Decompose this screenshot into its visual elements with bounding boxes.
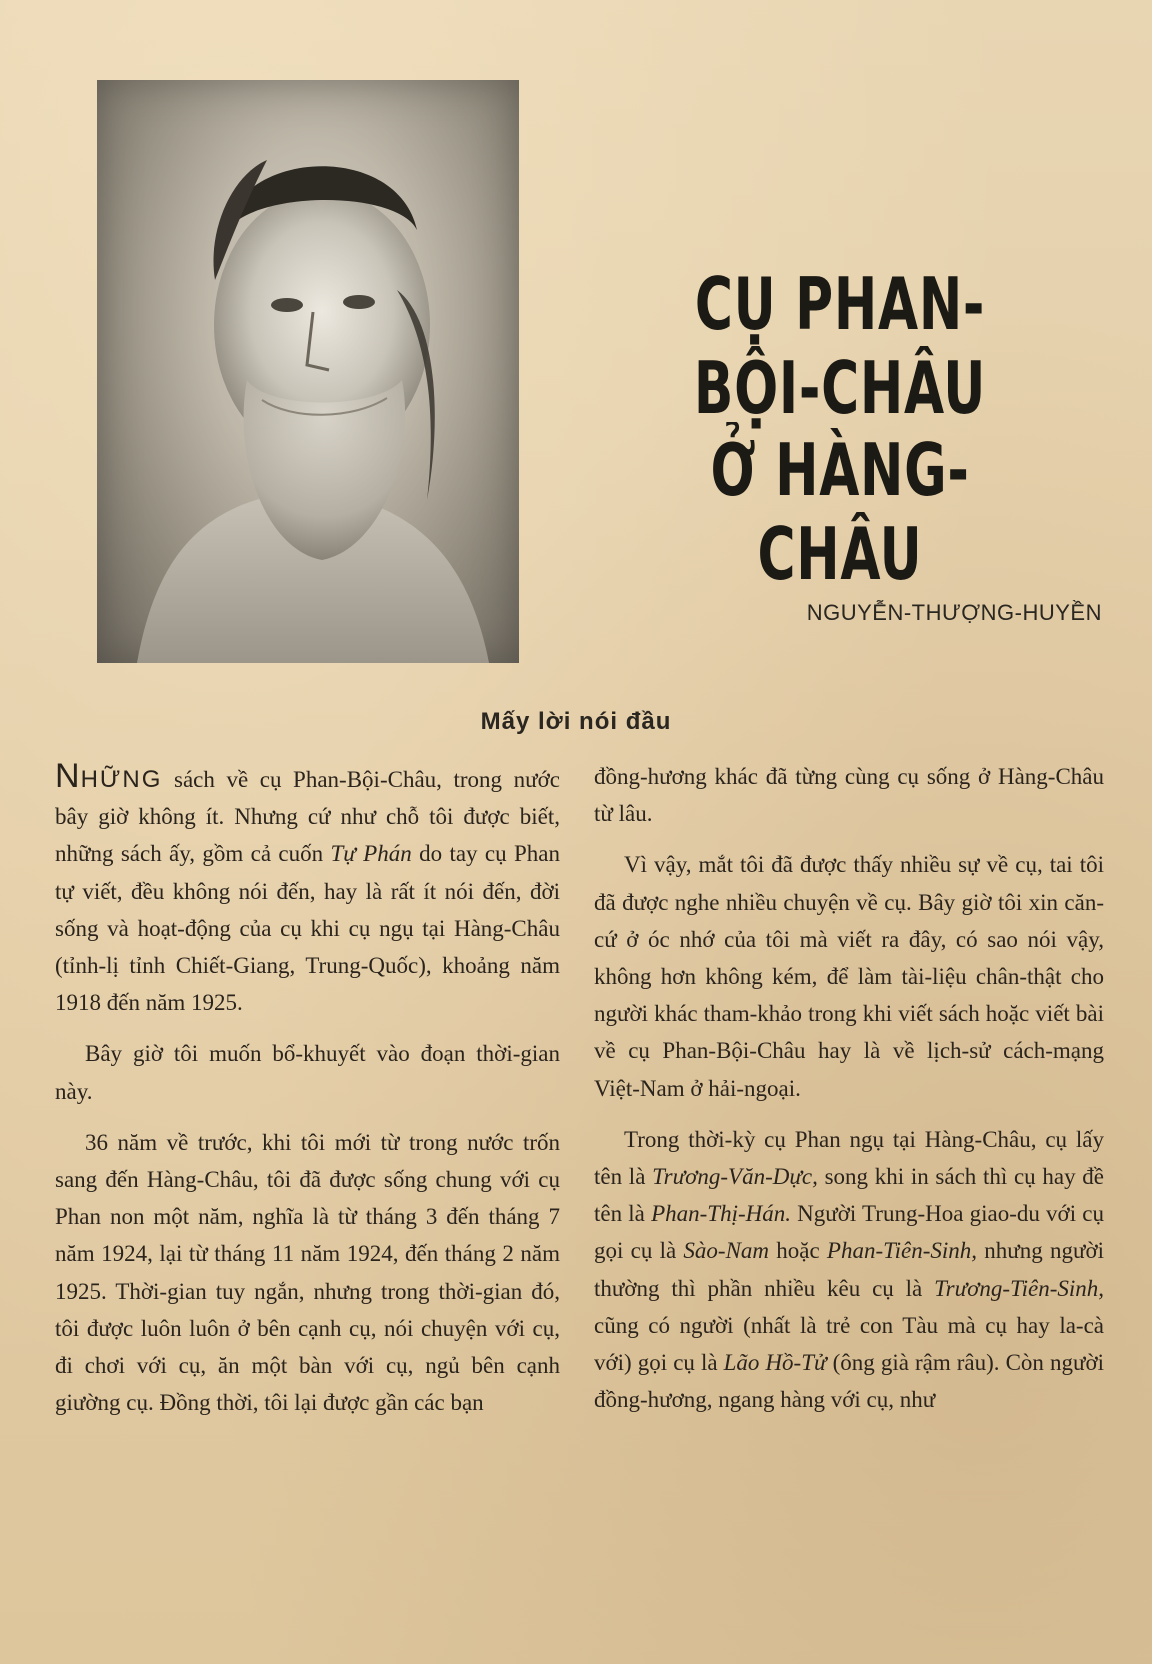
alias-name: Sào-Nam bbox=[683, 1238, 770, 1264]
paragraph bbox=[594, 1121, 1104, 1419]
portrait-photo bbox=[97, 80, 519, 663]
article-title-line-2: Ở HÀNG-CHÂU bbox=[710, 428, 970, 596]
paragraph-text: do tay cụ Phan tự viết, đều không nói đến, hay là rất ít nói đến, đời sống và hoạt-động của cụ khi cụ ngụ tại Hàng-Châu (tỉnh-lị tỉnh Chiết-Giang, Trung-Quốc), khoảng năm 1918 đến năm 1925. bbox=[55, 841, 560, 1016]
article-title-line-1: CỤ PHAN-BỘI-CHÂU bbox=[693, 262, 987, 430]
paragraph-text: sách về cụ Phan-Bội-Châu, trong nước bây giờ không ít. Nhưng cứ như chỗ tôi được biết, những sách ấy, gồm cả cuốn bbox=[55, 767, 560, 867]
paragraph: đồng-hương khác đã từng cùng cụ sống ở Hàng-Châu từ lâu. bbox=[594, 764, 1104, 827]
paragraph-text: cũng có người (nhất là trẻ con Tàu mà cụ hay la-cà với) gọi cụ là bbox=[594, 1312, 1104, 1376]
portrait-illustration bbox=[97, 80, 519, 663]
alias-name: Phan-Tiên-Sinh, bbox=[826, 1238, 978, 1264]
right-column bbox=[594, 758, 1104, 1432]
author-byline: NGUYỄN-THƯỢNG-HUYỀN bbox=[806, 600, 1102, 625]
alias-name: Lão Hồ-Tử bbox=[723, 1350, 827, 1376]
section-heading: Mấy lời nói đầu bbox=[480, 708, 672, 735]
drop-cap-letter: N bbox=[55, 757, 81, 795]
paragraph-text: hoặc bbox=[769, 1238, 827, 1264]
alias-name: Trương-Văn-Dực, bbox=[652, 1164, 818, 1190]
paragraph-text: song khi in sách thì cụ hay đề tên là bbox=[594, 1164, 1104, 1227]
paragraph-text: Người Trung-Hoa giao-du với cụ gọi cụ là bbox=[594, 1201, 1104, 1264]
left-column bbox=[55, 758, 560, 1435]
paragraph-text: Trong thời-kỳ cụ Phan ngụ tại Hàng-Châu, cụ lấy tên là bbox=[594, 1126, 1104, 1190]
alias-name: Trương-Tiên-Sinh, bbox=[934, 1275, 1104, 1301]
paragraph-text: nhưng người thường thì phần nhiều kêu cụ là bbox=[594, 1238, 1105, 1301]
alias-name: Phan-Thị-Hán. bbox=[651, 1201, 791, 1227]
paragraph bbox=[55, 758, 560, 1021]
paragraph: 36 năm về trước, khi tôi mới từ trong nước trốn sang đến Hàng-Châu, tôi đã được sống chung với cụ Phan non một năm, nghĩa là từ tháng 3 đến tháng 7 năm 1924, lại từ tháng 11 năm 1924, đến tháng 2 năm 1925. Thời-gian tuy ngắn, nhưng trong thời-gian đó, tôi được luôn luôn ở bên cạnh cụ, nói chuyện với cụ, đi chơi với cụ, ăn một bàn với cụ, ngủ bên cạnh giường cụ. Đồng thời, tôi lại được gần các bạn bbox=[55, 1129, 560, 1416]
book-title: Tự Phán bbox=[330, 841, 412, 867]
paragraph-text: (ông già rậm râu). Còn người đồng-hương, ngang hàng với cụ, như bbox=[594, 1350, 1104, 1413]
drop-cap-rest: HỮNG bbox=[80, 766, 163, 793]
paragraph: Vì vậy, mắt tôi đã được thấy nhiều sự về cụ, tai tôi đã được nghe nhiều chuyện về cụ. Bây giờ tôi xin căn-cứ ở óc nhớ của tôi mà viết ra đây, có sao nói vậy, không hơn không kém, để làm tài-liệu chân-thật cho người khác tham-khảo trong khi viết sách hoặc viết bài về cụ Phan-Bội-Châu hay là về lịch-sử cách-mạng Việt-Nam ở hải-ngoại. bbox=[594, 852, 1104, 1101]
paragraph: Bây giờ tôi muốn bổ-khuyết vào đoạn thời-gian này. bbox=[55, 1041, 560, 1104]
